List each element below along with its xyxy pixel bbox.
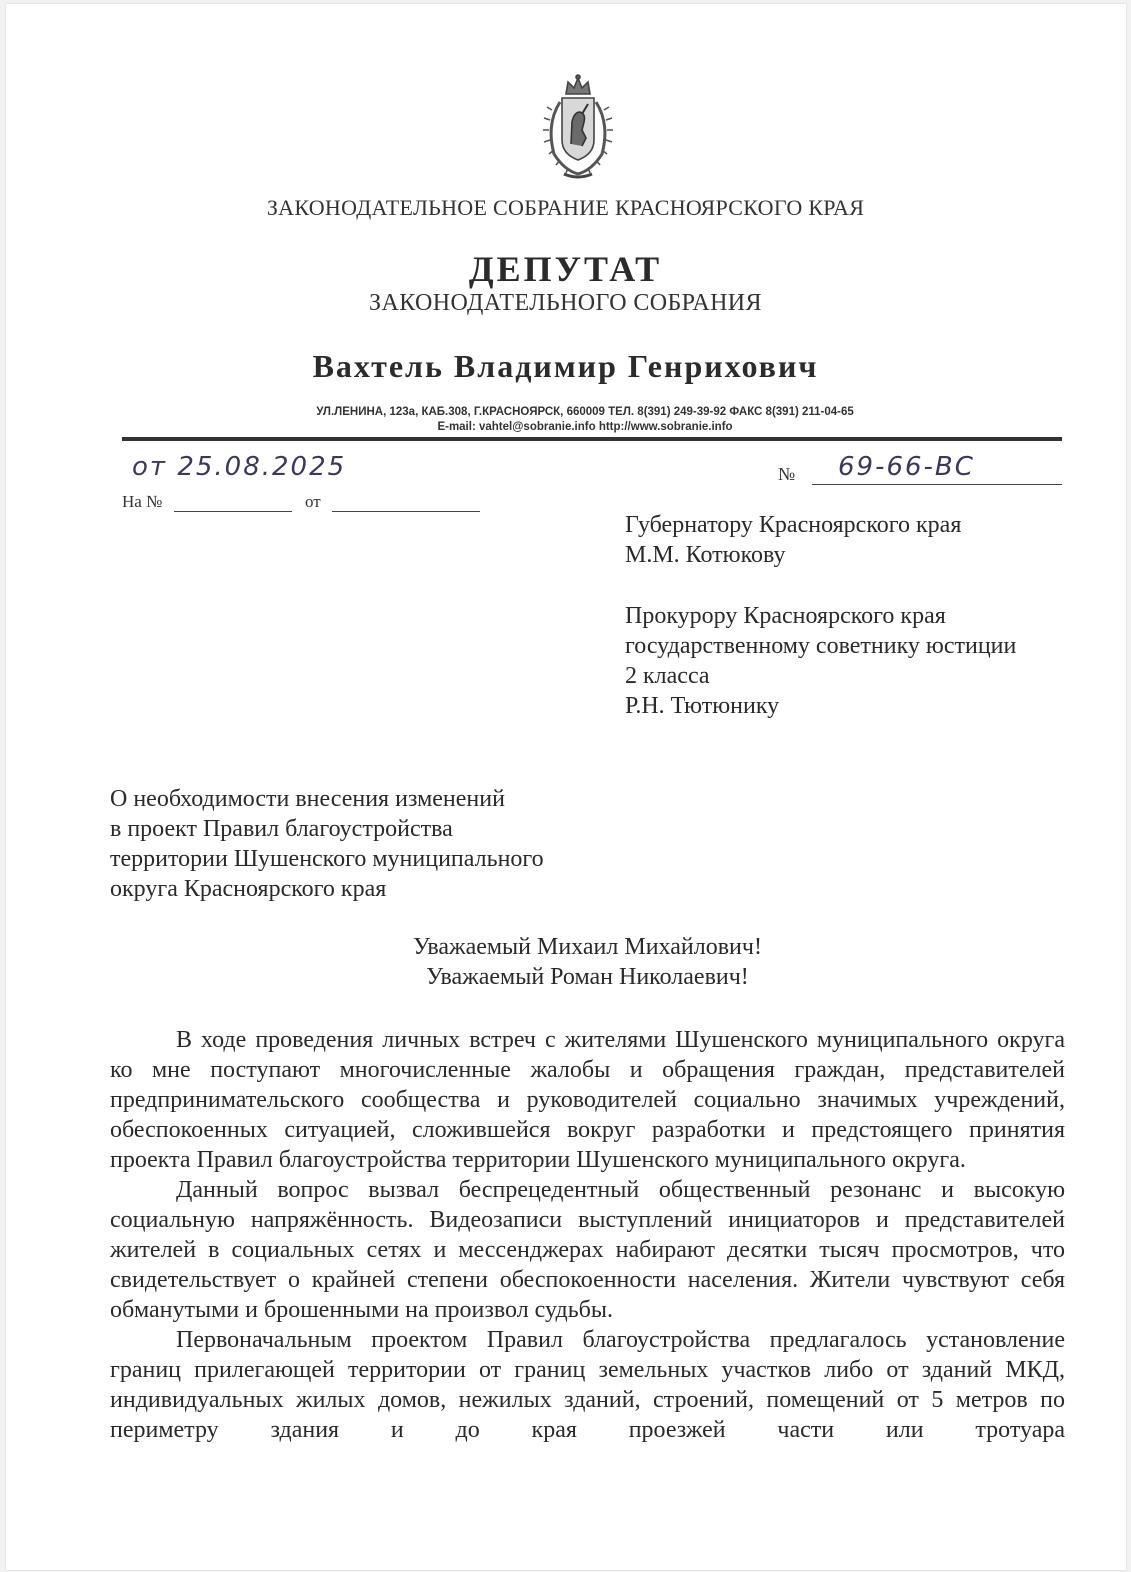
header-divider bbox=[122, 437, 1062, 441]
deputy-name: Вахтель Владимир Генрихович bbox=[312, 348, 819, 384]
greeting-line: Уважаемый Роман Николаевич! bbox=[426, 964, 749, 990]
letter-body bbox=[110, 1025, 1065, 1445]
number-underline bbox=[812, 484, 1062, 485]
subject-line: территории Шушенского муниципального bbox=[110, 846, 544, 872]
contact-block bbox=[0, 405, 1131, 435]
greeting-line: Уважаемый Михаил Михайлович! bbox=[413, 934, 762, 960]
outgoing-number-label: № bbox=[778, 464, 796, 484]
reply-date-label: от bbox=[305, 492, 321, 511]
body-paragraph: В ходе проведения личных встреч с жителями Шушенского муниципального округа ко мне поступают многочисленные жалобы и обращения граждан, представителей предпринимательского сообщества и руководителей социально значимых учреждений, обеспокоенных ситуацией, сложившейся вокруг разработки и предстоящего принятия проекта Правил благоустройства территории Шушенского муниципального округа. bbox=[110, 1027, 1065, 1173]
letter-subject bbox=[110, 784, 544, 904]
reply-number-label: На № bbox=[122, 492, 163, 511]
address-line: УЛ.ЛЕНИНА, 123а, КАБ.308, Г.КРАСНОЯРСК, 660009 ТЕЛ. 8(391) 249-39-92 ФАКС 8(391) 211-04-65 bbox=[316, 406, 854, 418]
outgoing-number-handwritten: 69-66-ВС bbox=[838, 452, 975, 482]
addressee-line: государственному советнику юстиции bbox=[625, 633, 1017, 659]
addressee-prosecutor bbox=[625, 601, 1016, 721]
body-paragraph: Первоначальным проектом Правил благоустройства предлагалось установление границ прилегающей территории от границ земельных участков либо от зданий МКД, индивидуальных жилых домов, нежилых зданий, строений, помещений от 5 метров по периметру здания и до края проезжей части или тротуара bbox=[110, 1327, 1065, 1443]
body-paragraph: Данный вопрос вызвал беспрецедентный общественный резонанс и высокую социальную напряжённость. Видеозаписи выступлений инициаторов и представителей жителей в социальных сетях и мессенджерах набирают десятки тысяч просмотров, что свидетельствует о крайней степени обеспокоенности населения. Жители чувствуют себя обманутыми и брошенными на произвол судьбы. bbox=[110, 1177, 1065, 1323]
subject-line: в проект Правил благоустройства bbox=[110, 816, 453, 842]
addressee-line: Р.Н. Тютюнику bbox=[625, 693, 780, 719]
deputy-title: ДЕПУТАТ bbox=[468, 249, 663, 289]
organization-name: ЗАКОНОДАТЕЛЬНОЕ СОБРАНИЕ КРАСНОЯРСКОГО КРАЯ bbox=[266, 195, 865, 220]
addressee-governor bbox=[625, 510, 961, 570]
greeting bbox=[0, 932, 1131, 992]
addressee-line: Прокурору Красноярского края bbox=[625, 603, 946, 629]
krasnoyarsk-coat-of-arms-icon bbox=[538, 74, 618, 182]
subject-line: О необходимости внесения изменений bbox=[110, 786, 505, 812]
addressee-line: М.М. Котюкову bbox=[625, 542, 786, 568]
reply-date-underline bbox=[332, 511, 480, 512]
addressee-line: Губернатору Красноярского края bbox=[625, 512, 962, 538]
reply-number-underline bbox=[174, 511, 292, 512]
subject-line: округа Красноярского края bbox=[110, 876, 387, 902]
outgoing-date-handwritten: от 25.08.2025 bbox=[132, 452, 347, 482]
contact-line: E-mail: vahtel@sobranie.info http://www.sobranie.info bbox=[437, 421, 733, 433]
deputy-subtitle: ЗАКОНОДАТЕЛЬНОГО СОБРАНИЯ bbox=[369, 290, 762, 316]
addressee-line: 2 класса bbox=[625, 663, 710, 689]
